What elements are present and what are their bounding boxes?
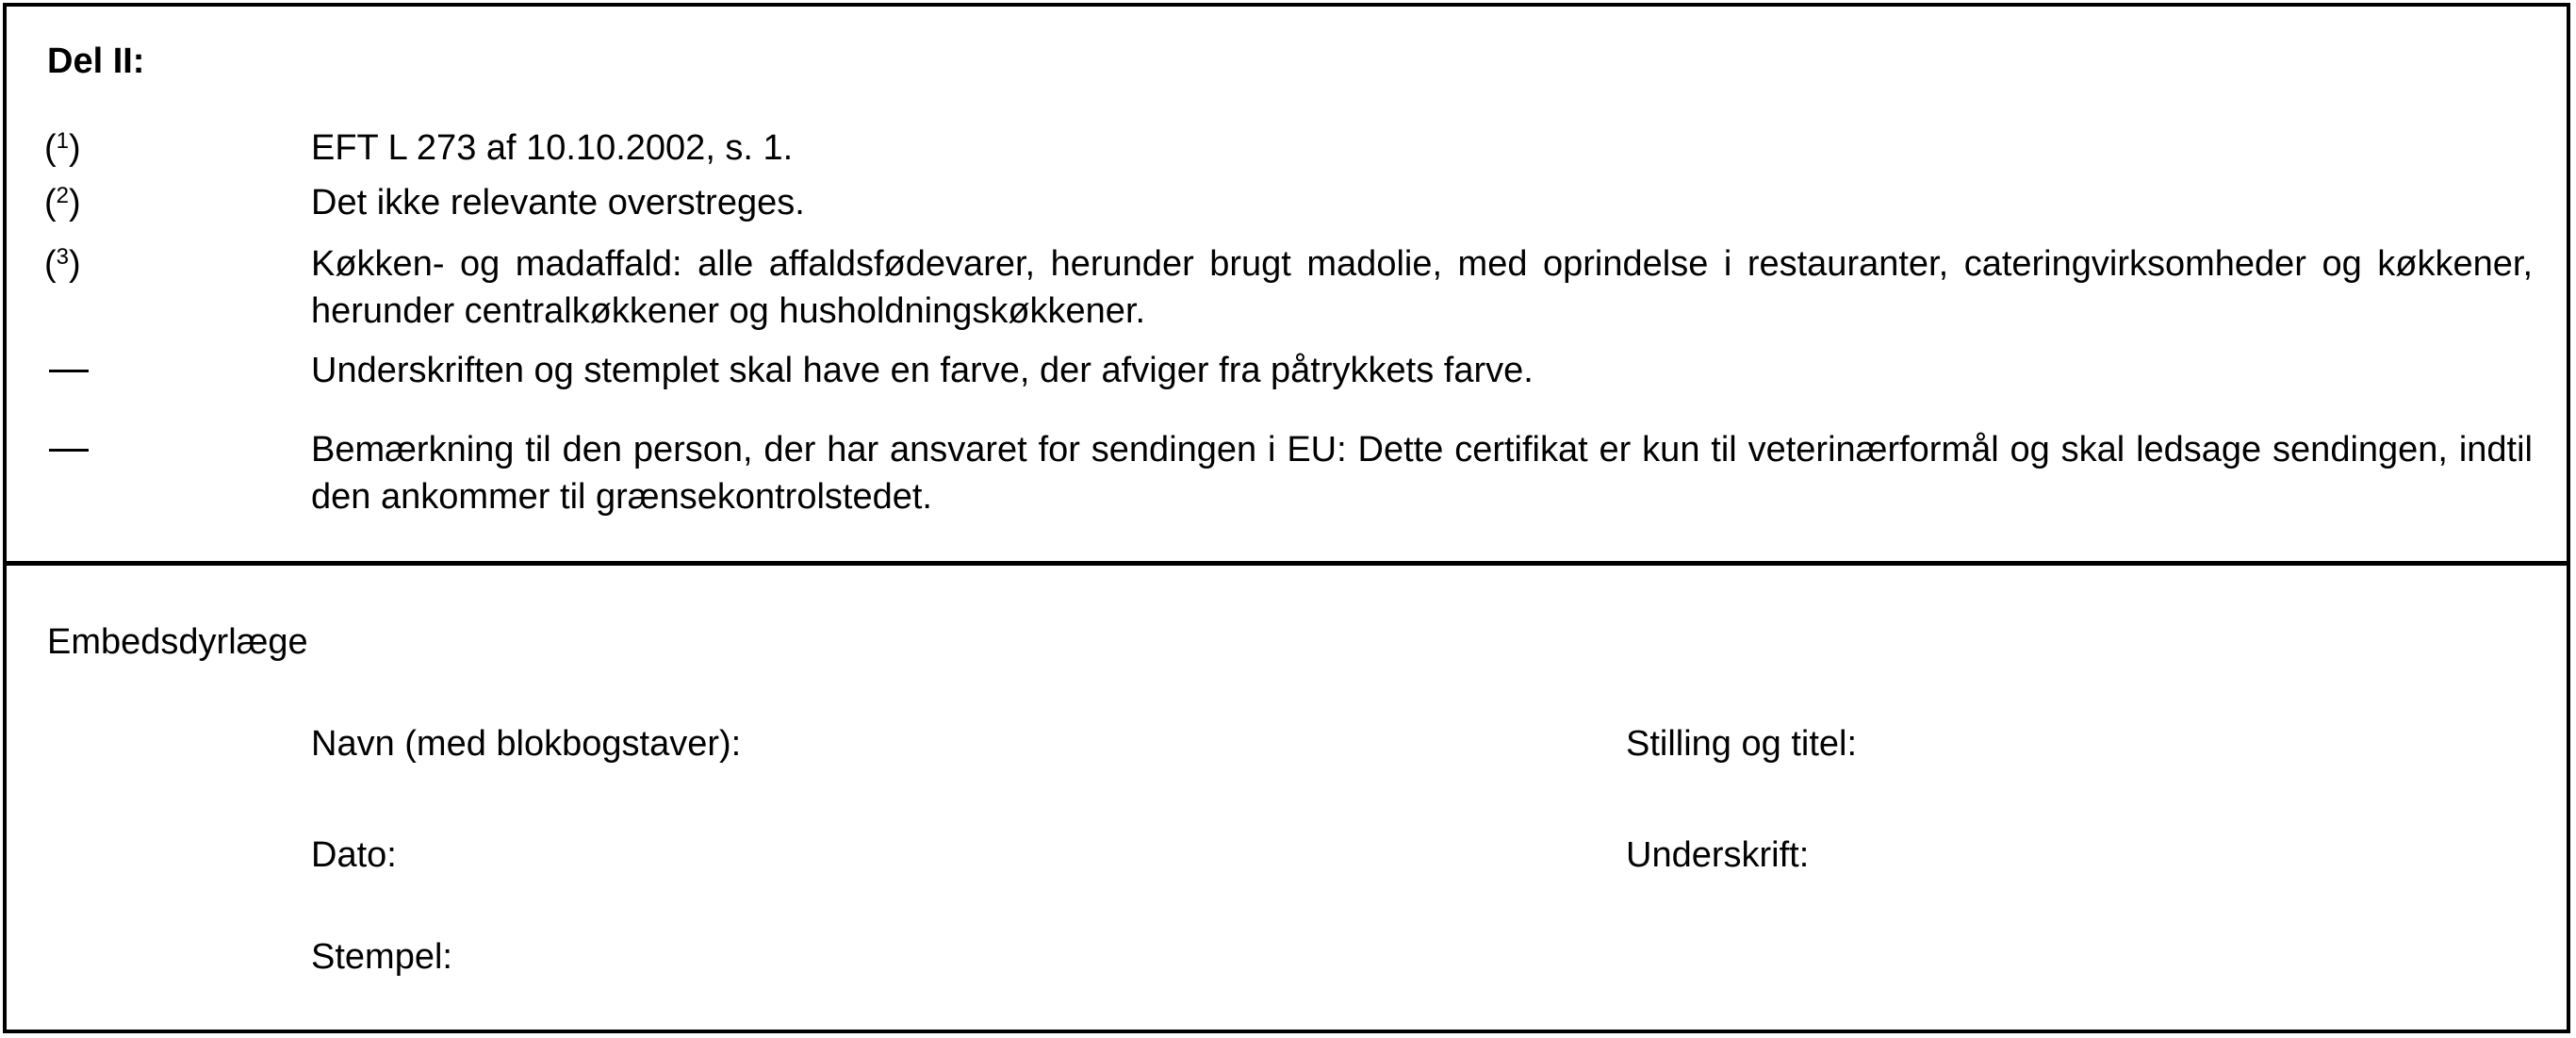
- footnote-marker-3: ($^3$): [44, 244, 81, 284]
- name-label: Navn (med blokbogstaver):: [311, 724, 742, 764]
- remark-dash-1: [49, 370, 89, 372]
- official-vet-heading: Embedsdyrlæge: [47, 622, 308, 662]
- position-label: Stilling og titel:: [1626, 724, 1858, 764]
- footnote-text-3: Køkken- og madaffald: alle affaldsfødevarer, herunder brugt madolie, med oprindelse i restauranter, cateringvirksomheder og køkkener, herunder centralkøkkener og husholdningskøkkener.: [311, 244, 2533, 331]
- remark-text-2: Bemærkning til den person, der har ansvaret for sendingen i EU: Dette certifikat er kun til veterinærformål og skal ledsage sendingen, indtil den ankommer til grænsekontrolstedet.: [311, 430, 2533, 517]
- footnote-text-1: EFT L 273 af 10.10.2002, s. 1.: [311, 128, 794, 168]
- part-heading: Del II:: [47, 41, 145, 81]
- stamp-label: Stempel:: [311, 937, 452, 977]
- remark-text-1: Underskriften og stemplet skal have en farve, der afviger fra påtrykkets farve.: [311, 351, 1534, 390]
- remark-dash-2: [49, 449, 89, 452]
- footnote-marker-1: ($^1$): [44, 128, 81, 168]
- section-divider: [3, 561, 2570, 566]
- footnote-marker-2: ($^2$): [44, 183, 81, 222]
- footnote-text-2: Det ikke relevante overstreges.: [311, 183, 805, 222]
- date-label: Dato:: [311, 835, 397, 875]
- signature-label: Underskrift:: [1626, 835, 1810, 875]
